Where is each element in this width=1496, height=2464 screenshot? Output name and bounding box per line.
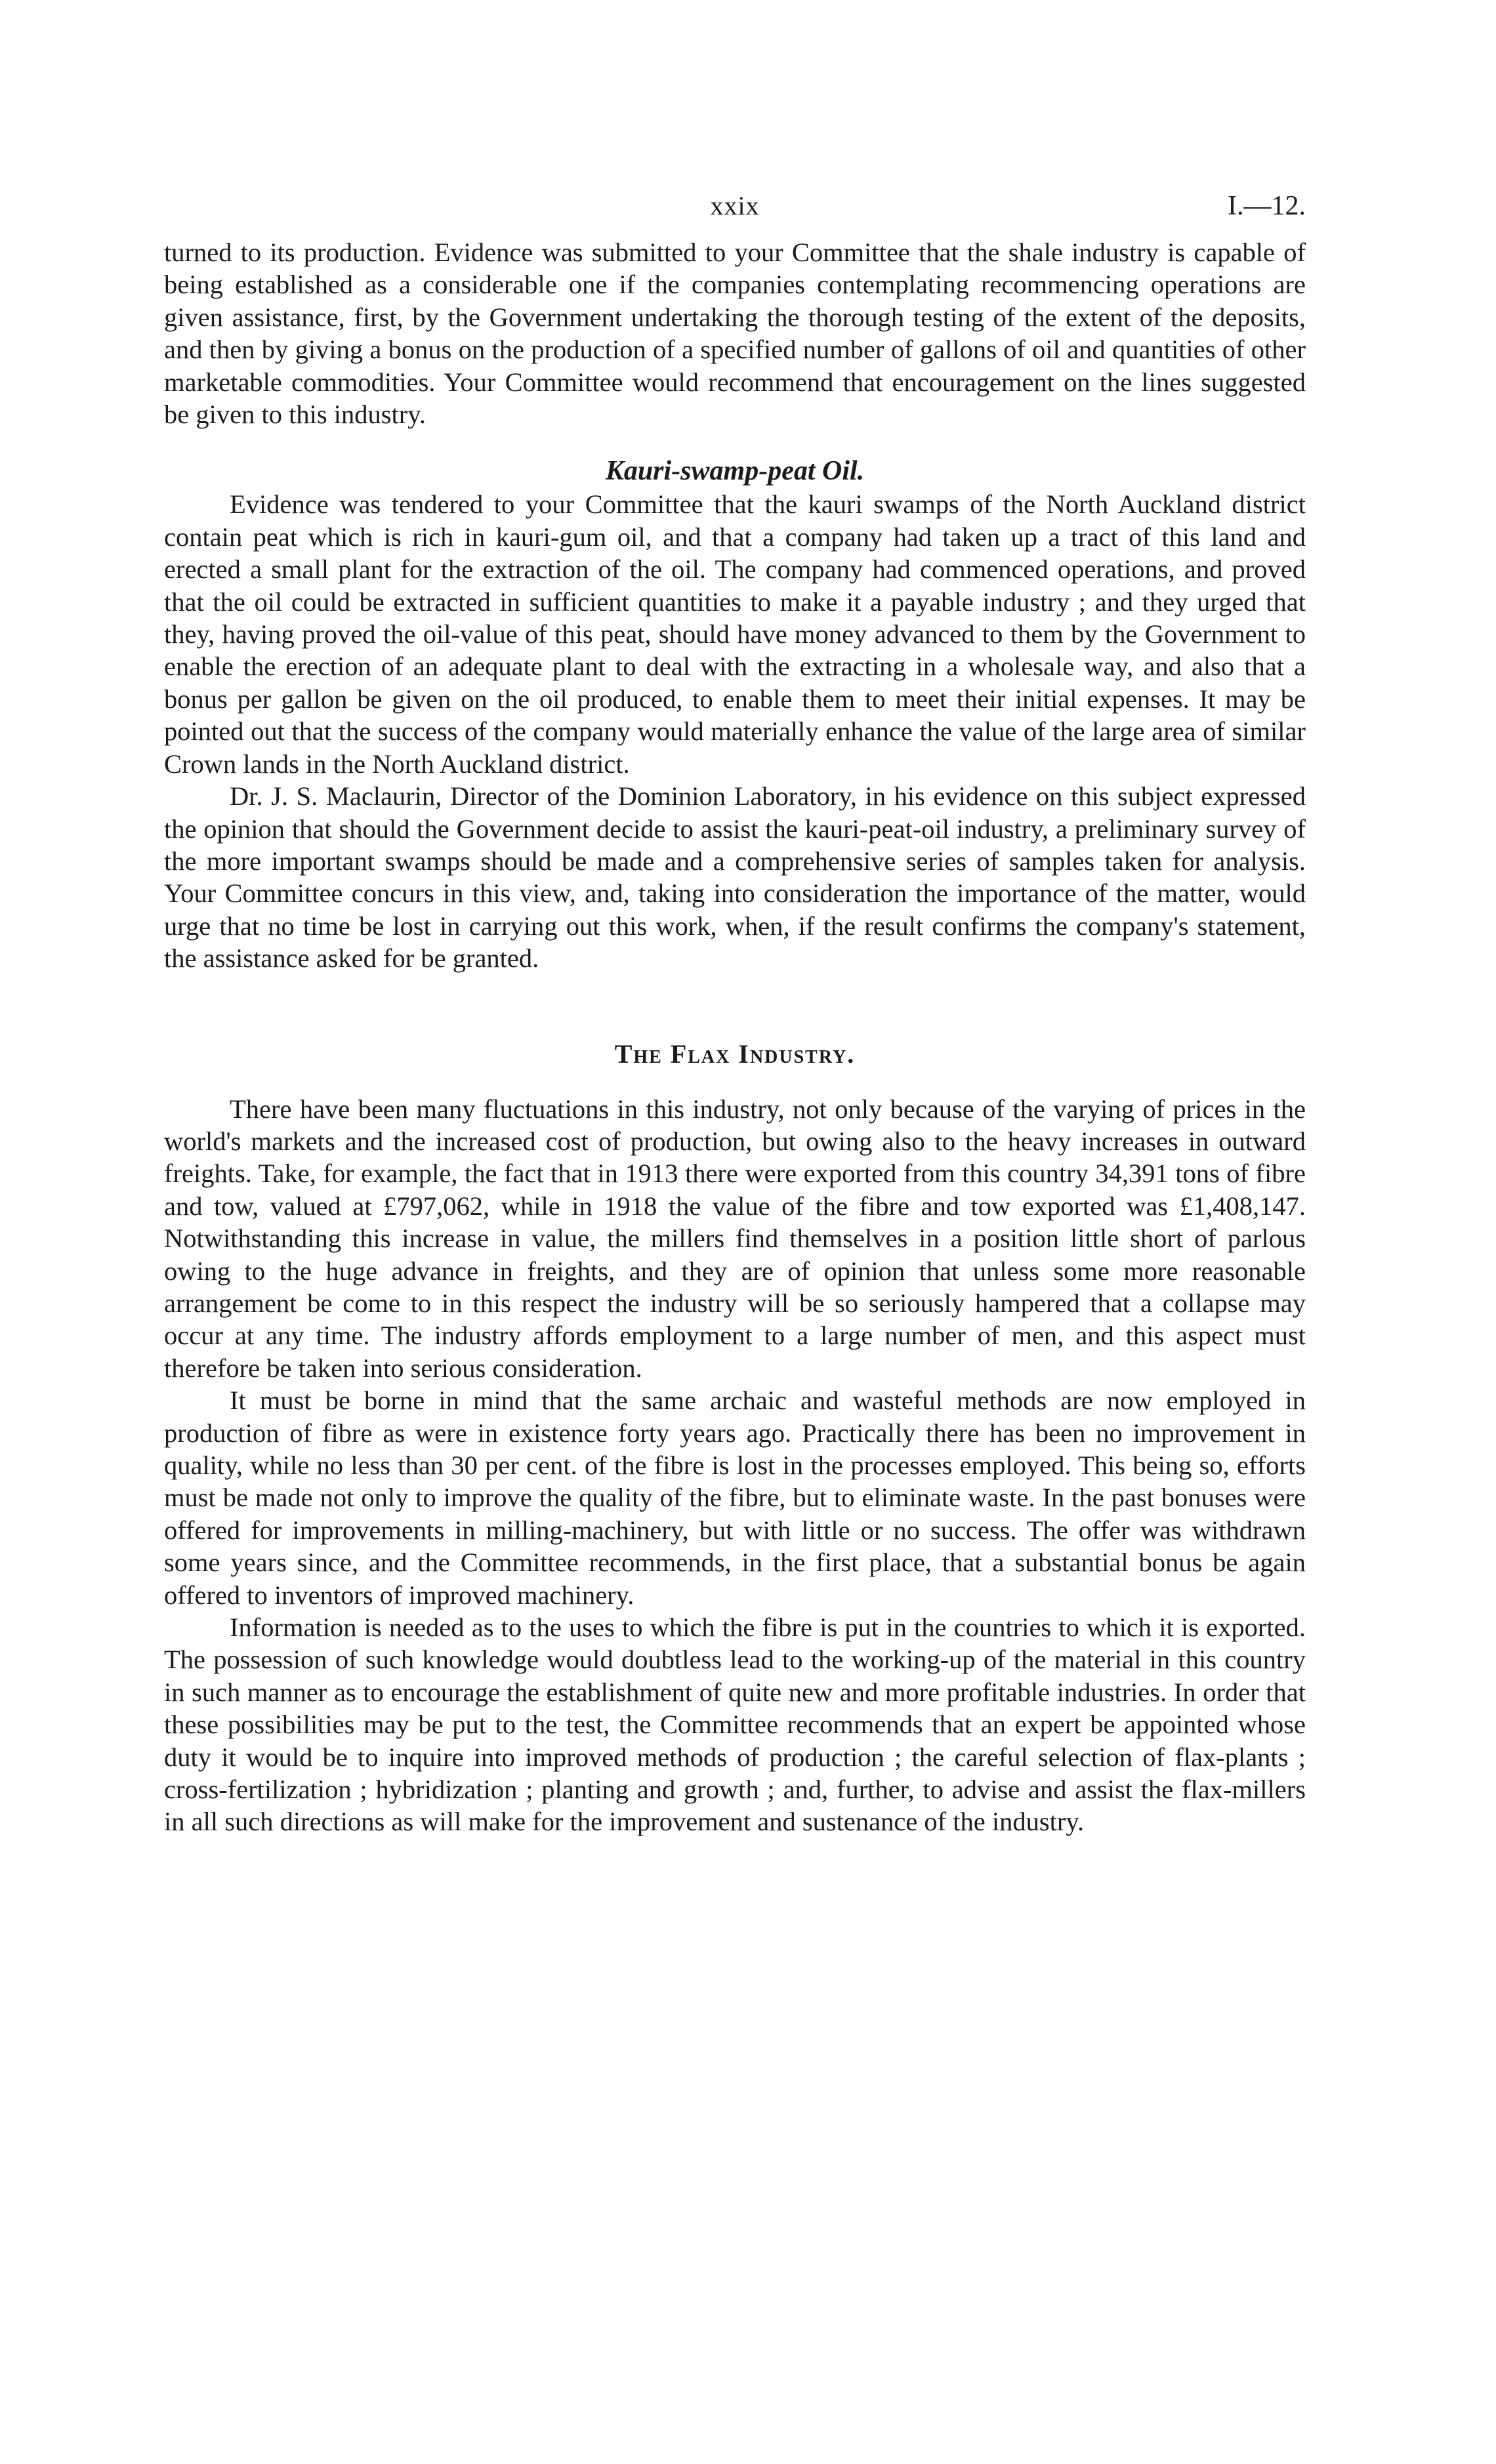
spacer <box>164 975 1306 1038</box>
kauri-paragraph-2: Dr. J. S. Maclaurin, Director of the Dominion Laboratory, in his evidence on this subject expressed the opinion that should the Government decide to assist the kauri-peat-oil industry, a preliminary survey of the more important swamps should be made and a comprehensive series of samples taken for analysis. Your Committee concurs in this view, and, taking into consideration the importance of the matter, would urge that no time be lost in carrying out this work, when, if the result confirms the company's statement, the assistance asked for be granted. <box>164 781 1306 974</box>
intro-paragraph: turned to its production. Evidence was submitted to your Committee that the shale industry is capable of being established as a considerable one if the companies contemplating recommencing operations are given assistance, first, by the Government undertaking the thorough testing of the extent of the deposits, and then by giving a bonus on the production of a specified number of gallons of oil and quantities of other marketable commodities. Your Committee would recommend that encouragement on the lines suggested be given to this industry. <box>164 237 1306 430</box>
spacer <box>164 430 1306 454</box>
flax-paragraph-2: It must be borne in mind that the same archaic and wasteful methods are now employed in production of fibre as were in existence forty years ago. Practically there has been no improvement in quality, while no less than 30 per cent. of the fibre is lost in the processes employed. This being so, efforts must be made not only to improve the quality of the fibre, but to eliminate waste. In the past bonuses were offered for improvements in milling-machinery, but with little or no success. The offer was withdrawn some years since, and the Committee recommends, in the first place, that a substantial bonus be again offered to inventors of improved machinery. <box>164 1386 1306 1610</box>
section-heading-flax: The Flax Industry. <box>614 1038 856 1069</box>
flax-paragraph-1: There have been many fluctuations in this industry, not only because of the varying of prices in the world's markets and the increased cost of production, but owing also to the heavy increases in outward freights. Take, for example, the fact that in 1913 there were exported from this country 34,391 tons of fibre and tow, valued at £797,062, while in 1918 the value of the fibre and tow exported was £1,408,147. Notwithstanding this increase in value, the millers find themselves in a position little short of parlous owing to the huge advance in freights, and they are of opinion that unless some more reasonable arrangement be come to in this respect the industry will be so seriously hampered that a collapse may occur at any time. The industry affords employment to a large number of men, and this aspect must therefore be taken into serious consideration. <box>164 1094 1306 1383</box>
document-page <box>164 190 1306 1838</box>
spacer <box>164 1071 1306 1093</box>
section-heading-kauri: Kauri-swamp-peat Oil. <box>605 456 865 487</box>
document-reference: I.—12. <box>1228 191 1306 221</box>
page-number: xxix <box>710 191 760 220</box>
kauri-paragraph-1: Evidence was tendered to your Committee that the kauri swamps of the North Auckland district contain peat which is rich in kauri-gum oil, and that a company had taken up a tract of this land and erected a small plant for the extraction of the oil. The company had commenced operations, and proved that the oil could be extracted in sufficient quantities to make it a payable industry ; and they urged that they, having proved the oil-value of this peat, should have money advanced to them by the Government to enable the erection of an adequate plant to deal with the extracting in a wholesale way, and also that a bonus per gallon be given on the oil produced, to enable them to meet their initial expenses. It may be pointed out that the success of the company would materially enhance the value of the large area of similar Crown lands in the North Auckland district. <box>164 489 1306 779</box>
flax-paragraph-3: Information is needed as to the uses to which the fibre is put in the countries to which it is exported. The possession of such knowledge would doubtless lead to the working-up of the material in this country in such manner as to encourage the establishment of quite new and more profitable industries. In order that these possibilities may be put to the test, the Committee recommends that an expert be appointed whose duty it would be to inquire into improved methods of production ; the careful selection of flax-plants ; cross-fertilization ; hybridization ; planting and growth ; and, further, to advise and assist the flax-millers in all such directions as will make for the improvement and sustenance of the industry. <box>164 1612 1306 1837</box>
page-header <box>164 190 1306 236</box>
